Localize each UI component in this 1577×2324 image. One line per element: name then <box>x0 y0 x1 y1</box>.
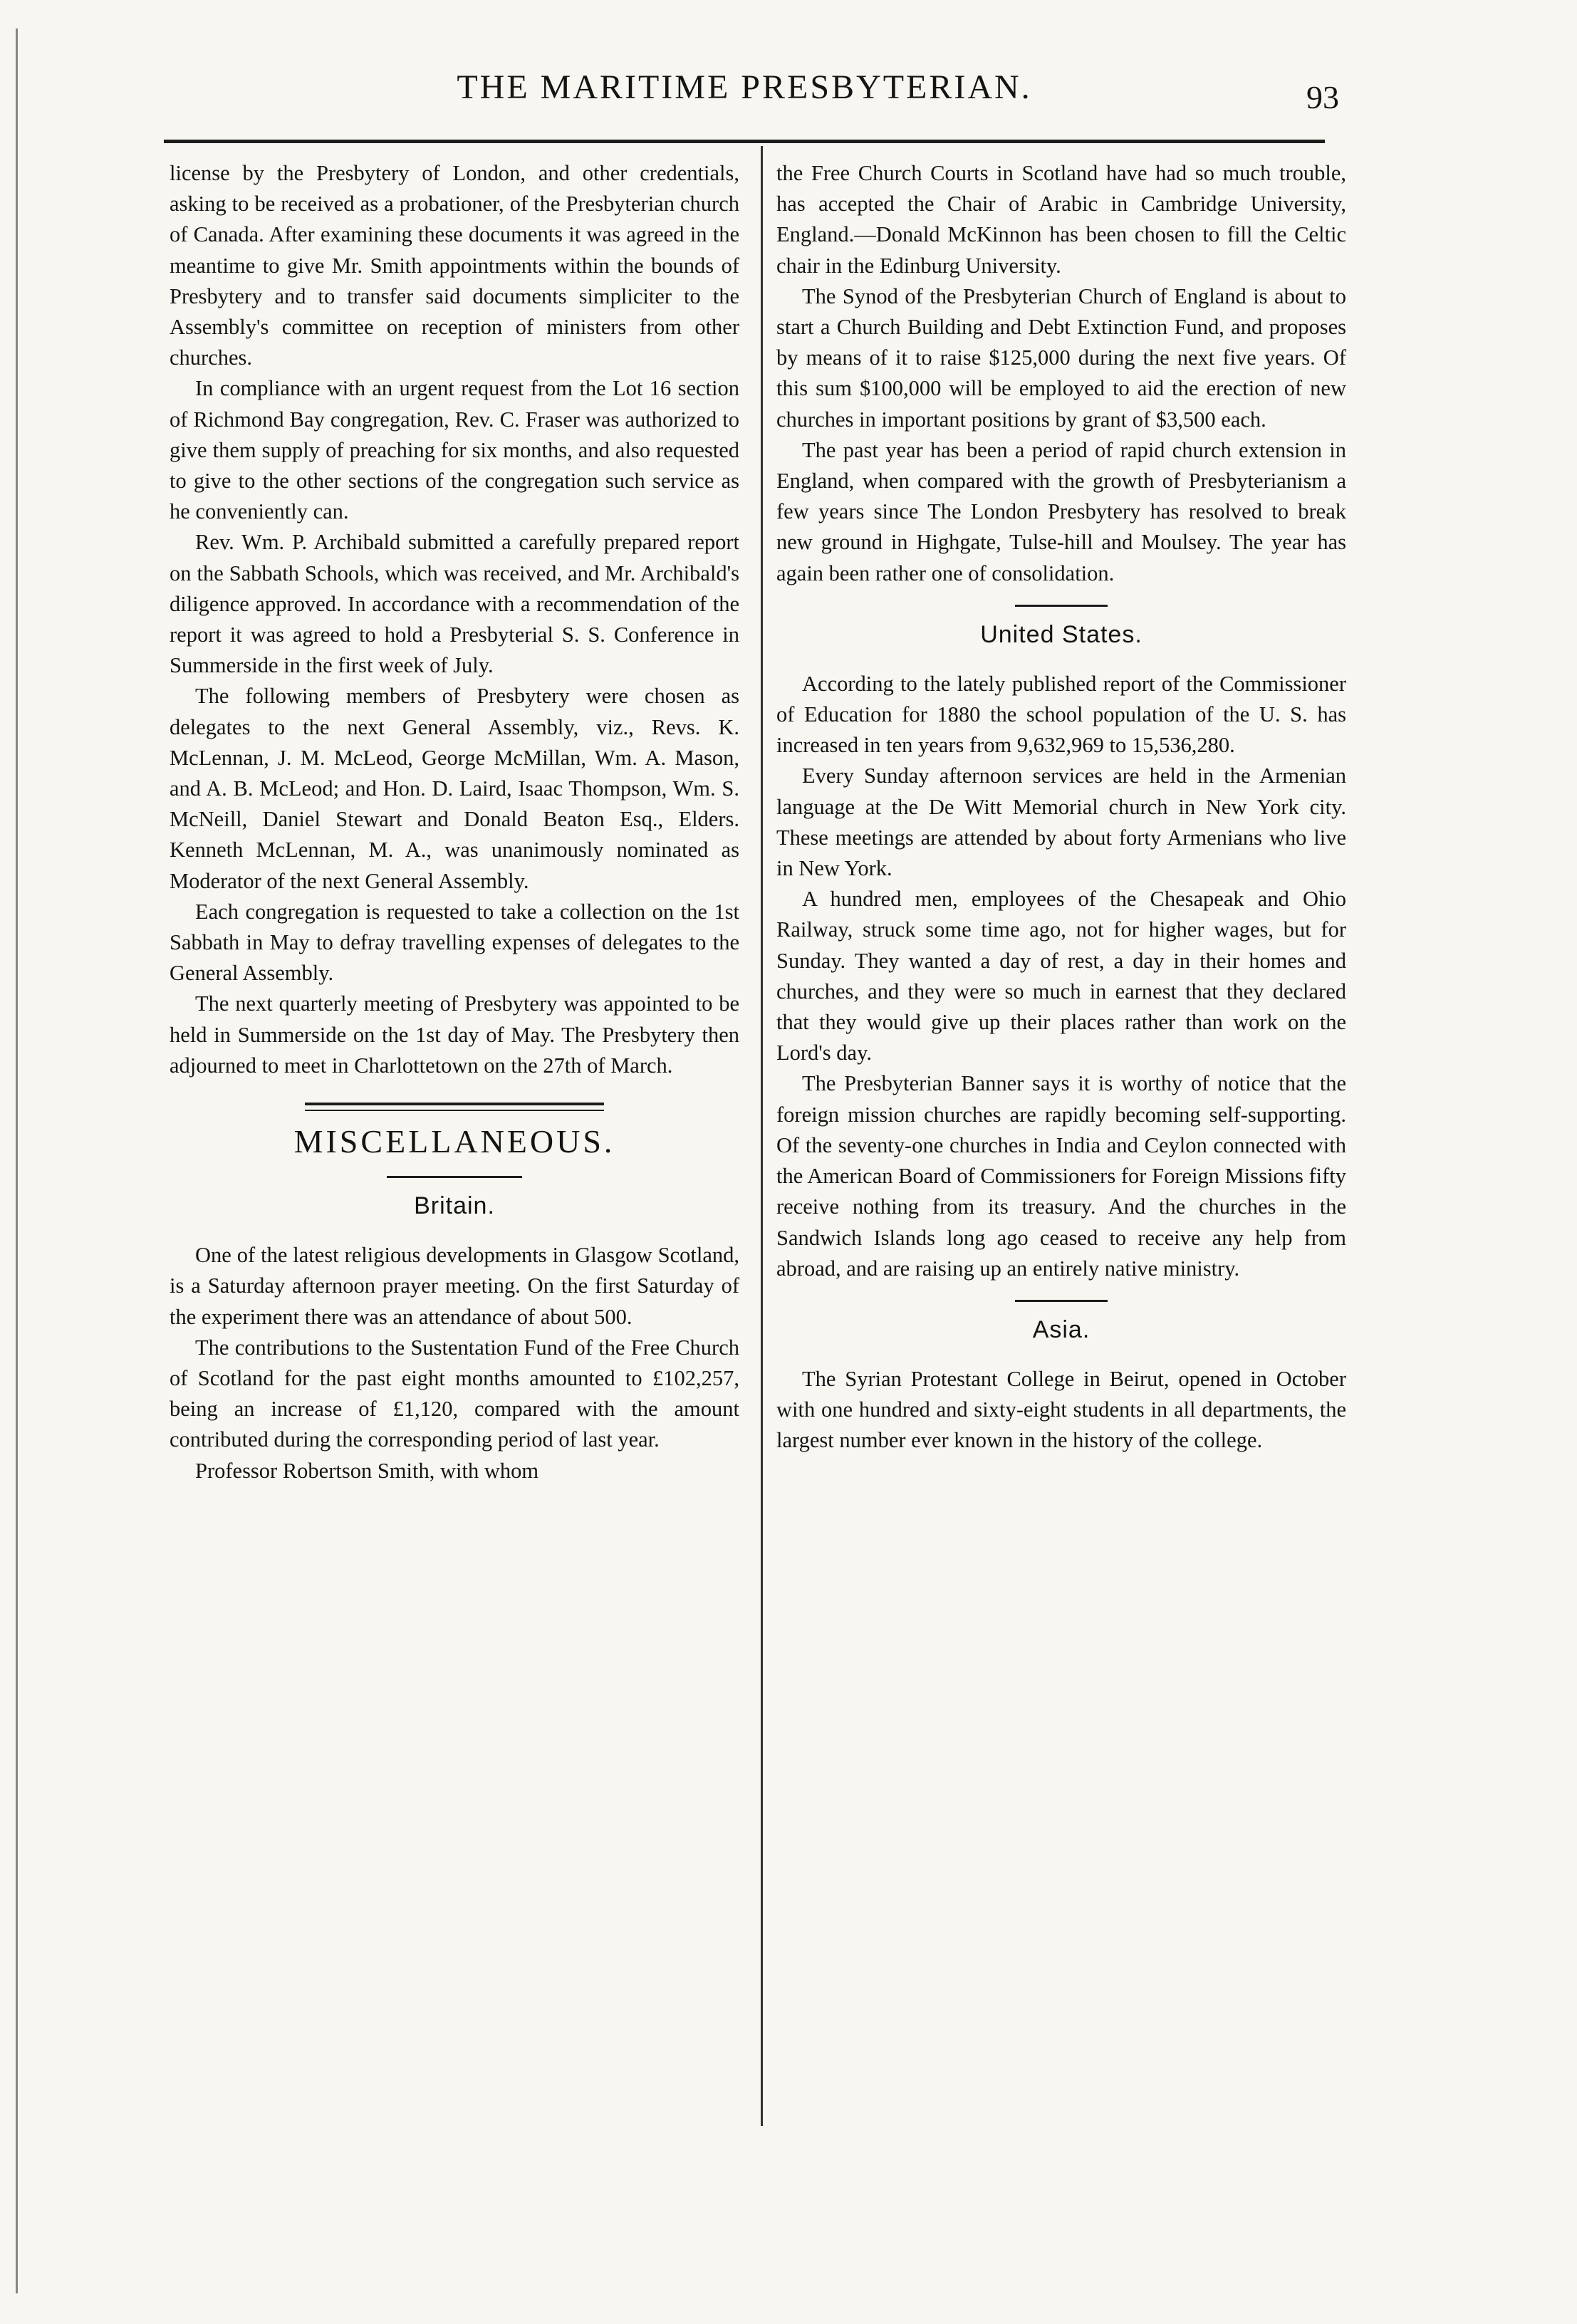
miscellaneous-title: MISCELLANEOUS. <box>293 1123 615 1160</box>
paragraph: The Presbyterian Banner says it is worthy of notice that the foreign mission churches are rapidly becoming self-supporting. Of the seventy-one churches in India and Ceylon connected with the American Board of Commissioners for Foreign Missions fifty receive nothing from its treasury. And the churches in the Sandwich Islands long ago ceased to receive any help from abroad, and are raising up an entirely native ministry. <box>776 1071 1346 1281</box>
paragraph: According to the lately published report of the Commissioner of Education for 1880 the school population of the U. S. has increased in ten years from 9,632,969 to 15,536,280. <box>776 671 1346 758</box>
paragraph: In compliance with an urgent request from the Lot 16 section of Richmond Bay congregation, Rev. C. Fraser was authorized to give them supply of preaching for six months, and also requested to give to the other sections of the congregation such service as he conveniently can. <box>170 376 739 524</box>
paragraph: The next quarterly meeting of Presbytery was appointed to be held in Summerside on the 1st day of May. The Presbytery then adjourned to meet in Charlottetown on the 27th of March. <box>170 991 739 1078</box>
paragraph: One of the latest religious developments in Glasgow Scotland, is a Saturday afternoon prayer meeting. On the first Saturday of the experiment there was an attendance of about 500. <box>170 1243 739 1329</box>
page-number: 93 <box>1306 79 1339 115</box>
paragraph: The contributions to the Sustentation Fund of the Free Church of Scotland for the past eight months amounted to £102,257, being an increase of £1,120, compared with the amount contributed during the corresponding period of last year. <box>170 1335 739 1452</box>
paragraph: license by the Presbytery of London, and other credentials, asking to be received as a probationer, of the Presbyterian church of Canada. After examining these documents it was agreed in the meantime to give Mr. Smith appointments within the bounds of Presbytery and to transfer said documents simpliciter to the Assembly's committee on reception of ministers from other churches. <box>170 161 739 370</box>
paragraph: The Syrian Protestant College in Beirut, opened in October with one hundred and sixty-eight students in all departments, the largest number ever known in the history of the college. <box>776 1366 1346 1453</box>
section-rule <box>305 1103 604 1105</box>
paragraph: The past year has been a period of rapid church extension in England, when compared with the growth of Presbyterianism a few years since The London Presbytery has resolved to break new ground in Highgate, Tulse-hill and Moulsey. The year has again been rather one of consolidation. <box>776 437 1346 585</box>
header-rule <box>164 140 1325 143</box>
left-column <box>170 158 739 1486</box>
section-rule <box>1015 605 1108 607</box>
publication-title: THE MARITIME PRESBYTERIAN. <box>457 68 1032 106</box>
page-header <box>164 28 1339 135</box>
asia-heading: Asia. <box>1032 1315 1091 1343</box>
section-rule <box>1015 1300 1108 1302</box>
section-rule <box>387 1176 522 1178</box>
paragraph: A hundred men, employees of the Chesapeak and Ohio Railway, struck some time ago, not for higher wages, but for Sunday. They wanted a day of rest, a day in their homes and churches, and they were so much in earnest that they declared that they would give up their places rather than work on the Lord's day. <box>776 887 1346 1065</box>
paragraph: The following members of Presbytery were chosen as delegates to the next General Assembly, viz., Revs. K. McLennan, J. M. McLeod, George McMillan, Wm. A. Mason, and A. B. McLeod; and Hon. D. Laird, Isaac Thompson, Wm. S. McNeill, Daniel Stewart and Donald Beaton Esq., Elders. Kenneth McLennan, M. A., was unanimously nominated as Moderator of the next General Assembly. <box>170 684 739 893</box>
paragraph: Every Sunday afternoon services are held in the Armenian language at the De Witt Memorial church in New York city. These meetings are attended by about forty Armenians who live in New York. <box>776 764 1346 881</box>
paragraph: Rev. Wm. P. Archibald submitted a carefully prepared report on the Sabbath Schools, which was received, and Mr. Archibald's diligence approved. In accordance with a recommendation of the report it was agreed to hold a Presbyterial S. S. Conference in Summerside in the first week of July. <box>170 530 739 678</box>
paragraph: Professor Robertson Smith, with whom <box>195 1458 539 1483</box>
section-rule <box>305 1110 604 1111</box>
paragraph: The Synod of the Presbyterian Church of England is about to start a Church Building and Debt Extinction Fund, and proposes by means of it to raise $125,000 during the next five years. Of this sum $100,000 will be employed to aid the erection of new churches in important positions by grant of $3,500 each. <box>776 283 1346 432</box>
column-divider <box>761 146 763 2126</box>
scan-edge-line <box>16 28 18 2293</box>
right-column <box>776 158 1346 1457</box>
paragraph: Each congregation is requested to take a collection on the 1st Sabbath in May to defray travelling expenses of delegates to the General Assembly. <box>170 899 739 986</box>
united-states-heading: United States. <box>980 620 1143 648</box>
paragraph: the Free Church Courts in Scotland have had so much trouble, has accepted the Chair of Arabic in Cambridge University, England.—Donald McKinnon has been chosen to fill the Celtic chair in the Edinburg University. <box>776 161 1346 278</box>
britain-heading: Britain. <box>414 1192 495 1220</box>
